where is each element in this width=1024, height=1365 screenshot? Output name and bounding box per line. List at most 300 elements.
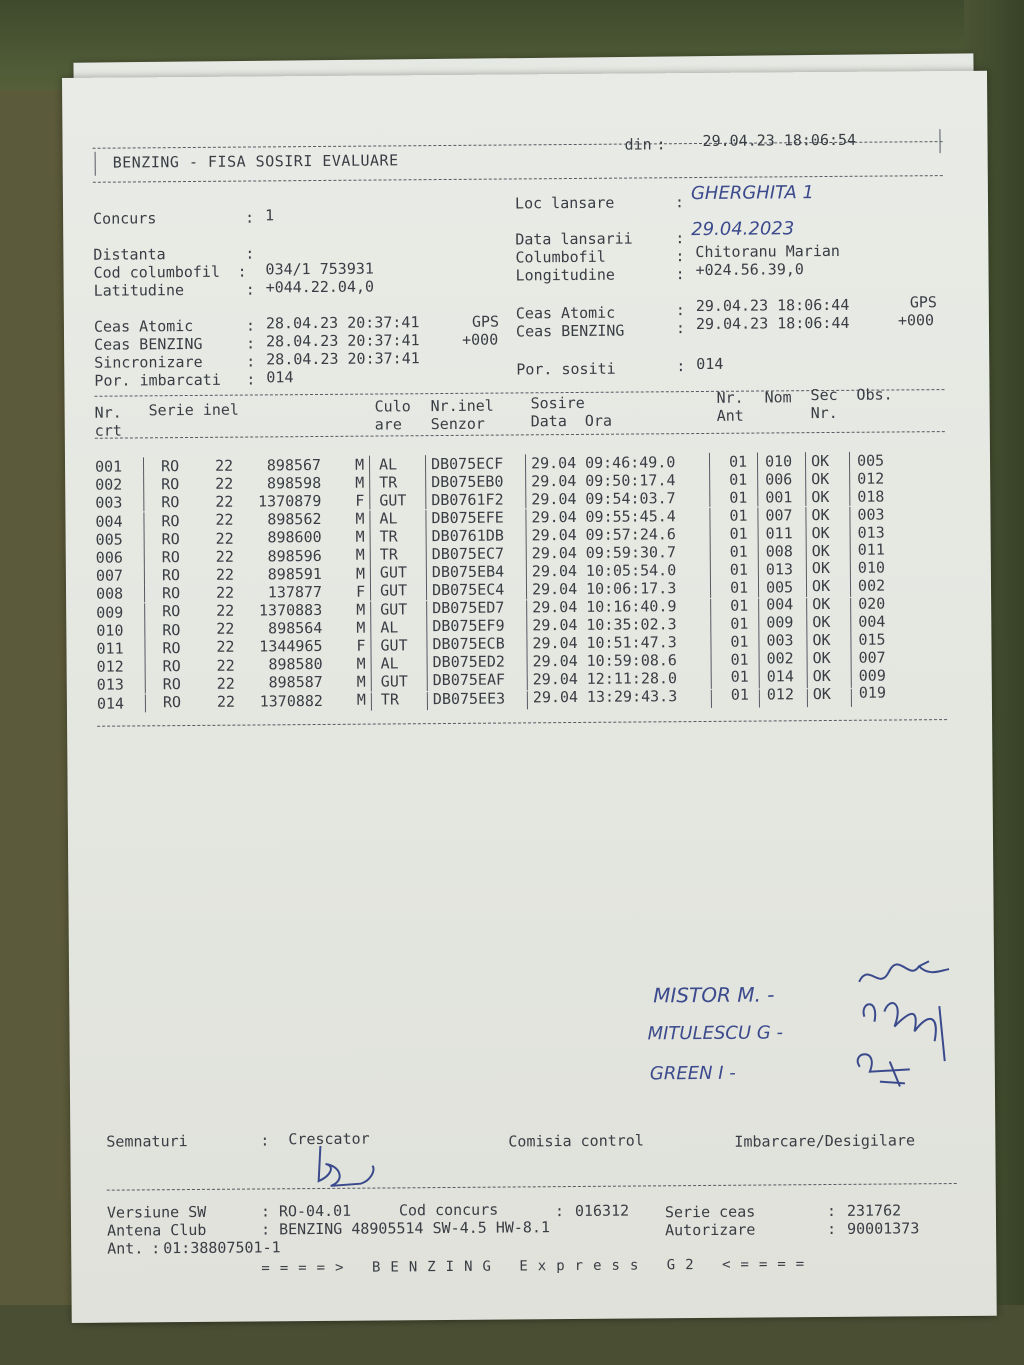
row-inel: 898562 [267,510,322,529]
column-divider [710,599,711,617]
col-header-obs: Obs. [856,385,893,404]
colon: : [260,1220,271,1239]
row-obs: 009 [858,666,886,685]
row-sec: OK [812,666,831,685]
row-obs: 002 [857,576,886,595]
row-sex: M [356,654,366,673]
row-nr: 011 [96,639,124,658]
column-divider [144,567,145,585]
column-divider [144,603,145,621]
row-sec: OK [811,487,830,506]
row-nr: 001 [94,457,123,476]
row-ant: 01 [729,542,748,561]
column-divider [807,671,808,689]
right-ceas-benzing-value: 29.04.23 18:06:44 [695,313,850,334]
row-nom: 005 [765,577,794,597]
handwritten-name-2: MITULESCU G - [647,1022,784,1045]
header-bottom-rule [93,175,943,183]
column-divider [527,673,528,691]
row-senzor: DB075ECB [432,634,505,654]
row-sex: M [356,600,366,619]
row-inel: 1370879 [258,492,322,511]
row-ora: 09:46:49.0 [584,453,676,472]
row-sec: OK [811,523,830,542]
row-nr: 014 [96,694,125,713]
column-divider [369,456,370,474]
column-divider [758,544,759,562]
row-obs: 015 [858,630,886,649]
column-divider [370,583,371,601]
serie-ceas-value: 231762 [846,1201,902,1220]
row-senzor: DB075ED7 [432,598,505,618]
right-ceas-atomic-suffix: GPS [909,293,937,312]
column-divider [709,471,710,489]
column-divider [426,583,427,601]
col-header-serie: Serie inel [148,400,239,420]
column-divider [426,564,427,582]
row-sex: M [355,564,366,583]
row-ora: 09:57:24.6 [585,525,676,544]
column-divider [850,616,851,634]
handwritten-name-1: MISTOR M. - [653,982,775,1008]
column-divider [710,580,711,598]
ant-label: Ant. [107,1239,144,1258]
row-nom: 013 [765,559,794,579]
row-culoare: AL [380,654,399,673]
column-divider [807,652,808,670]
row-senzor: DB075EB0 [431,472,504,492]
por-imbarcati-value: 014 [266,368,294,387]
row-data: 29.04 [532,598,578,617]
column-divider [426,619,427,637]
column-divider [805,489,806,507]
row-tara: RO [161,566,181,585]
row-culoare: TR [379,545,398,564]
footer-banner: ====> BENZING Express G2 <==== [261,1256,815,1277]
antena-club-label: Antena Club [106,1220,207,1240]
column-divider [371,674,372,692]
committee-signatures [849,951,970,1102]
row-data: 29.04 [532,670,578,689]
column-divider [757,471,758,489]
header-left-bar [95,152,96,176]
colon: : [826,1201,837,1221]
col-header-data-ora: Data Ora [530,411,613,431]
data-lansarii-value: 29.04.2023 [691,218,795,241]
row-senzor: DB075EB4 [431,562,505,582]
column-divider [369,510,370,528]
colon: : [675,247,685,266]
row-obs: 019 [858,683,887,703]
row-sex: M [356,690,366,709]
column-divider [759,653,760,671]
row-an: 22 [216,674,235,693]
column-divider [850,543,851,561]
row-data: 29.04 [531,544,577,563]
table-header-rule [95,431,945,439]
row-tara: RO [162,675,181,694]
row-sec: OK [812,648,831,668]
row-culoare: GUT [380,599,408,619]
column-divider [806,580,807,598]
concurs-label: Concurs [93,209,157,228]
row-nr: 003 [95,493,123,513]
column-divider [526,600,527,618]
col-header-ant2: Ant [716,406,744,425]
row-obs: 020 [858,594,886,613]
colon: : [246,352,256,371]
row-inel: 898598 [266,474,322,493]
col-header-nr: Nr. [94,403,122,422]
column-divider [525,491,526,509]
row-culoare: TR [379,527,398,546]
column-divider [850,634,851,652]
row-sex: M [355,546,365,565]
column-divider [757,489,758,507]
row-ora: 10:51:47.3 [586,633,677,652]
column-divider [850,525,851,543]
column-divider [143,494,144,512]
column-divider [369,492,370,510]
cod-concurs-label: Cod concurs [398,1200,499,1220]
col-header-ant: Nr. [716,388,744,407]
colon: : [260,1202,271,1221]
column-divider [427,692,428,710]
row-ant: 01 [730,650,749,669]
row-nom: 003 [766,631,794,650]
column-divider [806,634,807,652]
column-divider [757,453,758,471]
footer-top-rule [107,1183,957,1191]
din-colon: : [656,135,666,154]
row-culoare: GUT [379,563,408,582]
row-nr: 007 [95,566,124,585]
row-ora: 10:16:40.9 [586,597,677,616]
colon: : [245,244,255,263]
row-ora: 10:06:17.3 [585,579,677,598]
por-sositi-value: 014 [696,354,724,374]
row-sec: OK [812,684,831,703]
column-divider [710,526,711,544]
column-divider [759,671,760,689]
colon: : [246,334,256,353]
column-divider [143,457,144,475]
page-title: BENZING - FISA SOSIRI EVALUARE [112,151,399,172]
row-tara: RO [162,602,181,621]
semnaturi-label: Semnaturi [106,1132,188,1151]
row-an: 22 [215,492,234,512]
columbofil-value: Chitoranu Marian [695,241,840,262]
colon: : [674,193,685,212]
column-divider [526,545,527,563]
row-nom: 010 [764,452,793,471]
row-culoare: GUT [380,672,408,691]
colon: : [245,280,255,299]
row-sec: OK [811,469,830,489]
row-sex: F [355,582,366,601]
row-ant: 01 [730,668,749,687]
row-nom: 014 [766,667,794,686]
row-inel: 898596 [267,546,322,566]
row-tara: RO [162,693,182,712]
autorizare-value: 90001373 [846,1219,920,1238]
column-divider [805,470,806,488]
row-culoare: AL [379,509,398,528]
col-header-nrinel: Nr.inel [430,396,494,416]
column-divider [370,638,371,656]
concurs-value: 1 [265,206,275,225]
row-ora: 09:59:30.7 [585,543,677,562]
row-an: 22 [216,601,235,620]
row-inel: 1344965 [259,637,323,656]
row-ora: 10:35:02.3 [586,615,677,634]
row-tara: RO [161,547,180,567]
column-divider [425,492,426,510]
row-nr: 002 [95,475,123,494]
row-inel: 898580 [268,655,323,674]
column-divider [527,691,528,709]
row-nr: 010 [96,621,124,640]
row-sex: M [355,509,365,528]
column-divider [370,528,371,546]
column-divider [710,635,711,653]
row-ant: 01 [730,614,749,633]
colon: : [245,208,255,227]
column-divider [144,548,145,566]
row-culoare: GUT [379,491,407,510]
row-senzor: DB0761DB [431,526,504,546]
ceas-atomic-suffix: GPS [471,312,500,331]
row-ant: 01 [729,506,748,525]
row-obs: 005 [856,451,885,470]
colon: : [675,301,685,320]
row-an: 22 [215,529,234,548]
col-header-crt: crt [94,421,122,440]
row-an: 22 [215,583,235,602]
row-sec: OK [811,577,831,596]
row-senzor: DB075ED2 [432,652,505,672]
column-divider [145,676,146,694]
cod-columbofil-label: Cod columbofil [93,262,221,282]
row-sex: M [355,473,365,492]
row-ant: 01 [729,524,748,543]
row-inel: 1370882 [259,691,323,711]
row-data: 29.04 [532,688,579,707]
row-inel: 898567 [266,455,322,475]
column-divider [426,528,427,546]
row-nom: 007 [765,506,793,525]
column-divider [526,618,527,636]
column-divider [425,510,426,528]
column-divider [370,601,371,619]
column-divider [144,639,145,657]
column-divider [758,616,759,634]
column-divider [425,473,426,491]
column-divider [849,488,850,506]
column-divider [145,658,146,676]
row-sec: OK [810,451,830,471]
distanta-label: Distanta [93,245,166,264]
row-obs: 018 [857,487,885,506]
row-sex: M [356,672,366,691]
column-divider [526,636,527,654]
column-divider [849,470,850,488]
column-divider [525,454,526,472]
row-senzor: DB075ECF [430,454,504,474]
row-nr: 008 [95,584,124,604]
row-tara: RO [161,511,180,530]
row-data: 29.04 [531,580,578,599]
row-ant: 01 [729,488,748,507]
right-ceas-benzing-suffix: +000 [897,311,935,330]
column-divider [850,579,851,597]
row-an: 22 [216,692,236,711]
right-ceas-atomic-label: Ceas Atomic [515,303,616,323]
col-header-culo: Culo [374,397,411,416]
versiune-sw-label: Versiune SW [106,1202,207,1222]
colon: : [554,1202,565,1221]
row-data: 29.04 [531,562,578,581]
row-sex: F [356,636,366,655]
row-sec: OK [811,541,830,560]
colon: : [676,357,686,376]
row-inel: 898600 [267,528,322,547]
column-divider [145,694,146,712]
ceas-benzing-suffix: +000 [461,330,499,349]
row-sex: F [355,491,365,510]
column-divider [143,512,144,530]
colon: : [245,316,256,335]
row-nr: 012 [96,657,124,676]
loc-lansare-value: GHERGHITA 1 [690,182,815,205]
column-divider [370,565,371,583]
row-an: 22 [215,565,235,584]
row-tara: RO [161,493,180,512]
ceas-benzing-value: 28.04.23 20:37:41 [266,331,420,351]
row-sex: M [354,455,365,474]
row-inel: 137877 [267,582,323,602]
din-label: din [624,135,652,154]
colon: : [675,265,685,284]
column-divider [369,474,370,492]
row-sec: OK [812,595,831,614]
row-obs: 007 [858,648,886,667]
colon: : [826,1219,837,1239]
row-nom: 002 [766,649,794,668]
row-sec: OK [812,631,831,650]
column-divider [709,453,710,471]
colon: : [151,1239,161,1258]
row-nom: 009 [766,613,794,632]
column-divider [371,656,372,674]
column-divider [427,674,428,692]
row-an: 22 [216,638,235,657]
column-divider [710,617,711,635]
loc-lansare-label: Loc lansare [514,193,615,213]
column-divider [758,562,759,580]
printout-sheet [62,71,997,1323]
row-senzor: DB075EF9 [432,616,505,636]
row-ant: 01 [730,596,749,615]
column-divider [851,688,852,706]
column-divider [370,547,371,565]
cod-concurs-value: 016312 [574,1201,630,1221]
colon: : [237,262,247,281]
right-ceas-atomic-value: 29.04.23 18:06:44 [695,295,850,316]
row-an: 22 [216,619,235,639]
col-header-sec: Sec [810,385,838,405]
column-divider [711,653,712,671]
column-divider [525,473,526,491]
handwritten-name-3: GREEN I - [649,1062,736,1085]
column-divider [805,452,806,470]
column-divider [370,619,371,637]
serie-ceas-label: Serie ceas [664,1202,756,1222]
row-tara: RO [161,475,180,494]
row-an: 22 [214,456,234,475]
din-value: 29.04.23 18:06:54 [702,130,857,150]
header-right-bar [939,129,940,153]
row-culoare: TR [380,690,400,709]
row-ant: 01 [729,560,749,579]
column-divider [426,601,427,619]
row-data: 29.04 [532,634,578,653]
versiune-sw-value: RO-04.01 [278,1201,352,1221]
row-ora: 09:55:45.4 [585,507,676,526]
cod-columbofil-value: 034/1 753931 [265,259,374,279]
longitudine-label: Longitudine [515,265,615,285]
row-ora: 13:29:43.3 [586,686,678,706]
colon: : [675,229,685,248]
row-sec: OK [811,559,831,578]
row-senzor: DB075EE3 [432,689,506,708]
row-data: 29.04 [531,508,577,527]
sincronizare-label: Sincronizare [94,352,203,372]
row-senzor: DB075EFE [431,508,504,528]
row-nom: 011 [765,524,793,543]
column-divider [526,582,527,600]
row-nr: 013 [96,675,124,695]
row-ora: 09:54:03.7 [585,489,676,508]
row-an: 22 [215,547,234,566]
row-tara: RO [162,620,181,639]
column-divider [526,527,527,545]
column-divider [709,489,710,507]
por-sositi-label: Por. sositi [516,359,616,379]
row-obs: 011 [857,540,885,560]
colon: : [260,1131,270,1150]
column-divider [711,671,712,689]
column-divider [807,689,808,707]
data-lansarii-label: Data lansarii [515,229,633,249]
row-culoare: GUT [379,581,408,600]
row-inel: 1370883 [258,600,323,620]
column-divider [144,585,145,603]
row-obs: 012 [857,469,885,488]
row-ant: 01 [729,470,748,489]
table-bottom-rule [97,719,947,727]
column-divider [806,543,807,561]
autorizare-label: Autorizare [664,1220,756,1240]
column-divider [710,562,711,580]
row-nom: 012 [766,685,795,704]
column-divider [527,655,528,673]
row-culoare: GUT [380,635,408,655]
row-data: 29.04 [532,652,578,671]
column-divider [526,564,527,582]
imbarcare-desigilare-label: Imbarcare/Desigilare [734,1131,916,1151]
por-imbarcati-label: Por. imbarcati [94,370,221,390]
